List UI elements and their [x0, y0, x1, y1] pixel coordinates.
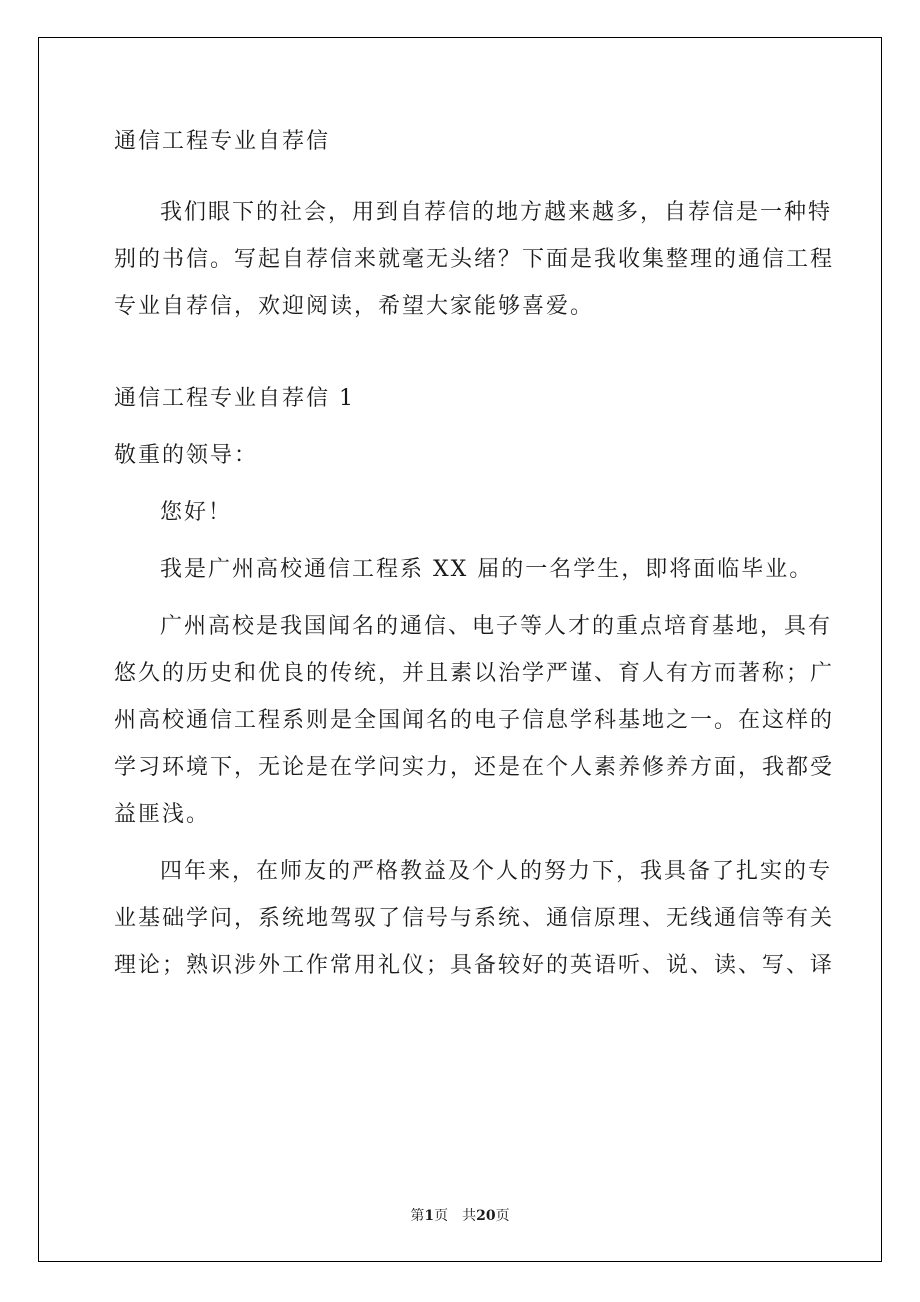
- paragraph-2-line: 学习环境下，无论是在学问实力，还是在个人素养修养方面，我都受: [114, 755, 835, 780]
- document-title: 通信工程专业自荐信: [114, 129, 331, 154]
- paragraph-1: 我是广州高校通信工程系 XX 届的一名学生，即将面临毕业。: [160, 557, 814, 582]
- paragraph-3-line: 四年来，在师友的严格教益及个人的努力下，我具备了扎实的专: [160, 859, 833, 884]
- section-title: 通信工程专业自荐信 1: [114, 386, 355, 411]
- footer-prefix: 第: [410, 1208, 425, 1224]
- paragraph-2-line: 悠久的历史和优良的传统，并且素以治学严谨、育人有方而著称；广: [114, 661, 835, 686]
- footer-mid: 页 共: [434, 1208, 477, 1224]
- document-body: [114, 118, 835, 989]
- footer-suffix: 页: [495, 1208, 510, 1224]
- paragraph-2-line: 广州高校是我国闻名的通信、电子等人才的重点培育基地，具有: [160, 614, 833, 639]
- intro-line: 别的书信。写起自荐信来就毫无头绪？下面是我收集整理的通信工程: [114, 247, 835, 272]
- page-number: 1: [424, 1208, 435, 1224]
- greeting: 您好！: [160, 500, 233, 525]
- paragraph-3-line: 业基础学问，系统地驾驭了信号与系统、通信原理、无线通信等有关: [114, 906, 835, 931]
- total-pages: 20: [476, 1208, 496, 1224]
- intro-line: 我们眼下的社会，用到自荐信的地方越来越多，自荐信是一种特: [160, 200, 833, 225]
- paragraph-2-line: 州高校通信工程系则是全国闻名的电子信息学科基地之一。在这样的: [114, 708, 835, 733]
- page-footer: [0, 1205, 920, 1225]
- paragraph-3-line: 理论；熟识涉外工作常用礼仪；具备较好的英语听、说、读、写、译: [114, 953, 835, 978]
- salutation: 敬重的领导：: [114, 443, 259, 468]
- paragraph-2-line: 益匪浅。: [114, 802, 211, 827]
- intro-line: 专业自荐信，欢迎阅读，希望大家能够喜爱。: [114, 294, 595, 319]
